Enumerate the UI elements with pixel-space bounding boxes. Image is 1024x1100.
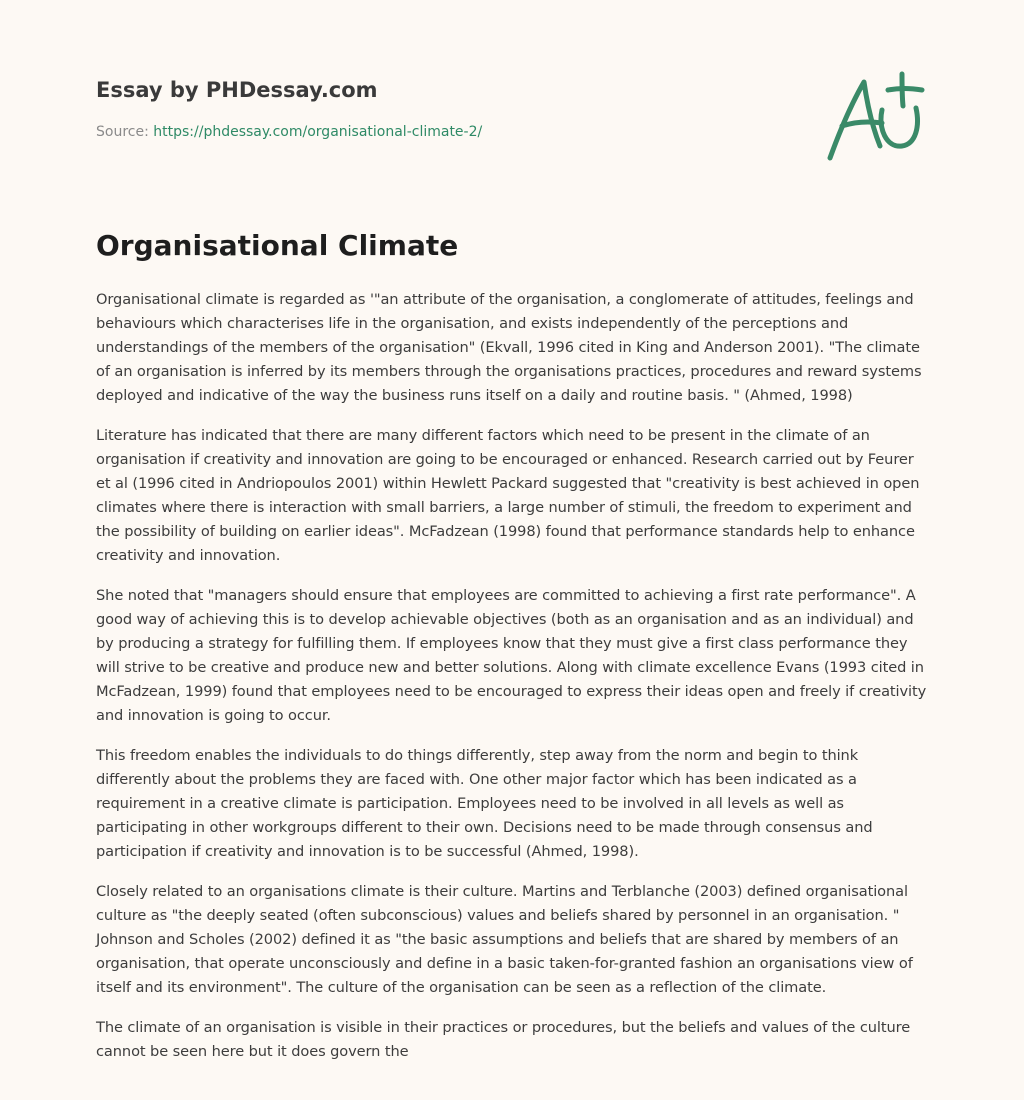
essay-article [96,226,928,1080]
a-plus-logo-icon [820,66,930,166]
article-title: Organisational Climate [96,229,459,262]
page-header [96,76,796,142]
source-line [96,122,796,142]
paragraph: This freedom enables the individuals to do things differently, step away from the norm and begin to think differently about the problems they are faced with. One other major factor which has been indicated as a requirement in a creative climate is participation. Employees need to be involved in all levels as well as participating in other workgroups different to their own. Decisions need to be made through consensus and participation if creativity and innovation is to be successful (Ahmed, 1998). [96,747,873,860]
paragraph: She noted that "managers should ensure that employees are committed to achieving a first rate performance". A good way of achieving this is to develop achievable objectives (both as an organisation and as an individual) and by producing a strategy for fulfilling them. If employees know that they must give a first class performance they will strive to be creative and produce new and better solutions. Along with climate excellence Evans (1993 cited in McFadzean, 1999) found that employees need to be encouraged to express their ideas open and freely if creativity and innovation is going to occur. [96,587,927,724]
paragraph: The climate of an organisation is visible in their practices or procedures, but the beliefs and values of the culture cannot be seen here but it does govern the [96,1019,911,1060]
article-body [96,288,928,1064]
site-title: Essay by PHDessay.com [96,78,378,102]
source-link[interactable]: https://phdessay.com/organisational-climate-2/ [153,124,483,140]
paragraph: Closely related to an organisations climate is their culture. Martins and Terblanche (2003) defined organisational culture as "the deeply seated (often subconscious) values and beliefs shared by personnel in an organisation. " Johnson and Scholes (2002) defined it as "the basic assumptions and beliefs that are shared by members of an organisation, that operate unconsciously and define in a basic taken-for-granted fashion an organisations view of itself and its environment". The culture of the organisation can be seen as a reflection of the climate. [96,883,913,996]
paragraph: Literature has indicated that there are many different factors which need to be present in the climate of an organisation if creativity and innovation are going to be encouraged or enhanced. Research carried out by Feurer et al (1996 cited in Andriopoulos 2001) within Hewlett Packard suggested that "creativity is best achieved in open climates where there is interaction with small barriers, a large number of stimuli, the freedom to experiment and the possibility of building on earlier ideas". McFadzean (1998) found that performance standards help to enhance creativity and innovation. [96,427,920,564]
source-label: Source: [96,124,149,140]
paragraph: Organisational climate is regarded as '"an attribute of the organisation, a conglomerate of attitudes, feelings and behaviours which characterises life in the organisation, and exists independently of the perceptions and understandings of the members of the organisation" (Ekvall, 1996 cited in King and Anderson 2001). "The climate of an organisation is inferred by its members through the organisations practices, procedures and reward systems deployed and indicative of the way the business runs itself on a daily and routine basis. " (Ahmed, 1998) [96,291,922,404]
